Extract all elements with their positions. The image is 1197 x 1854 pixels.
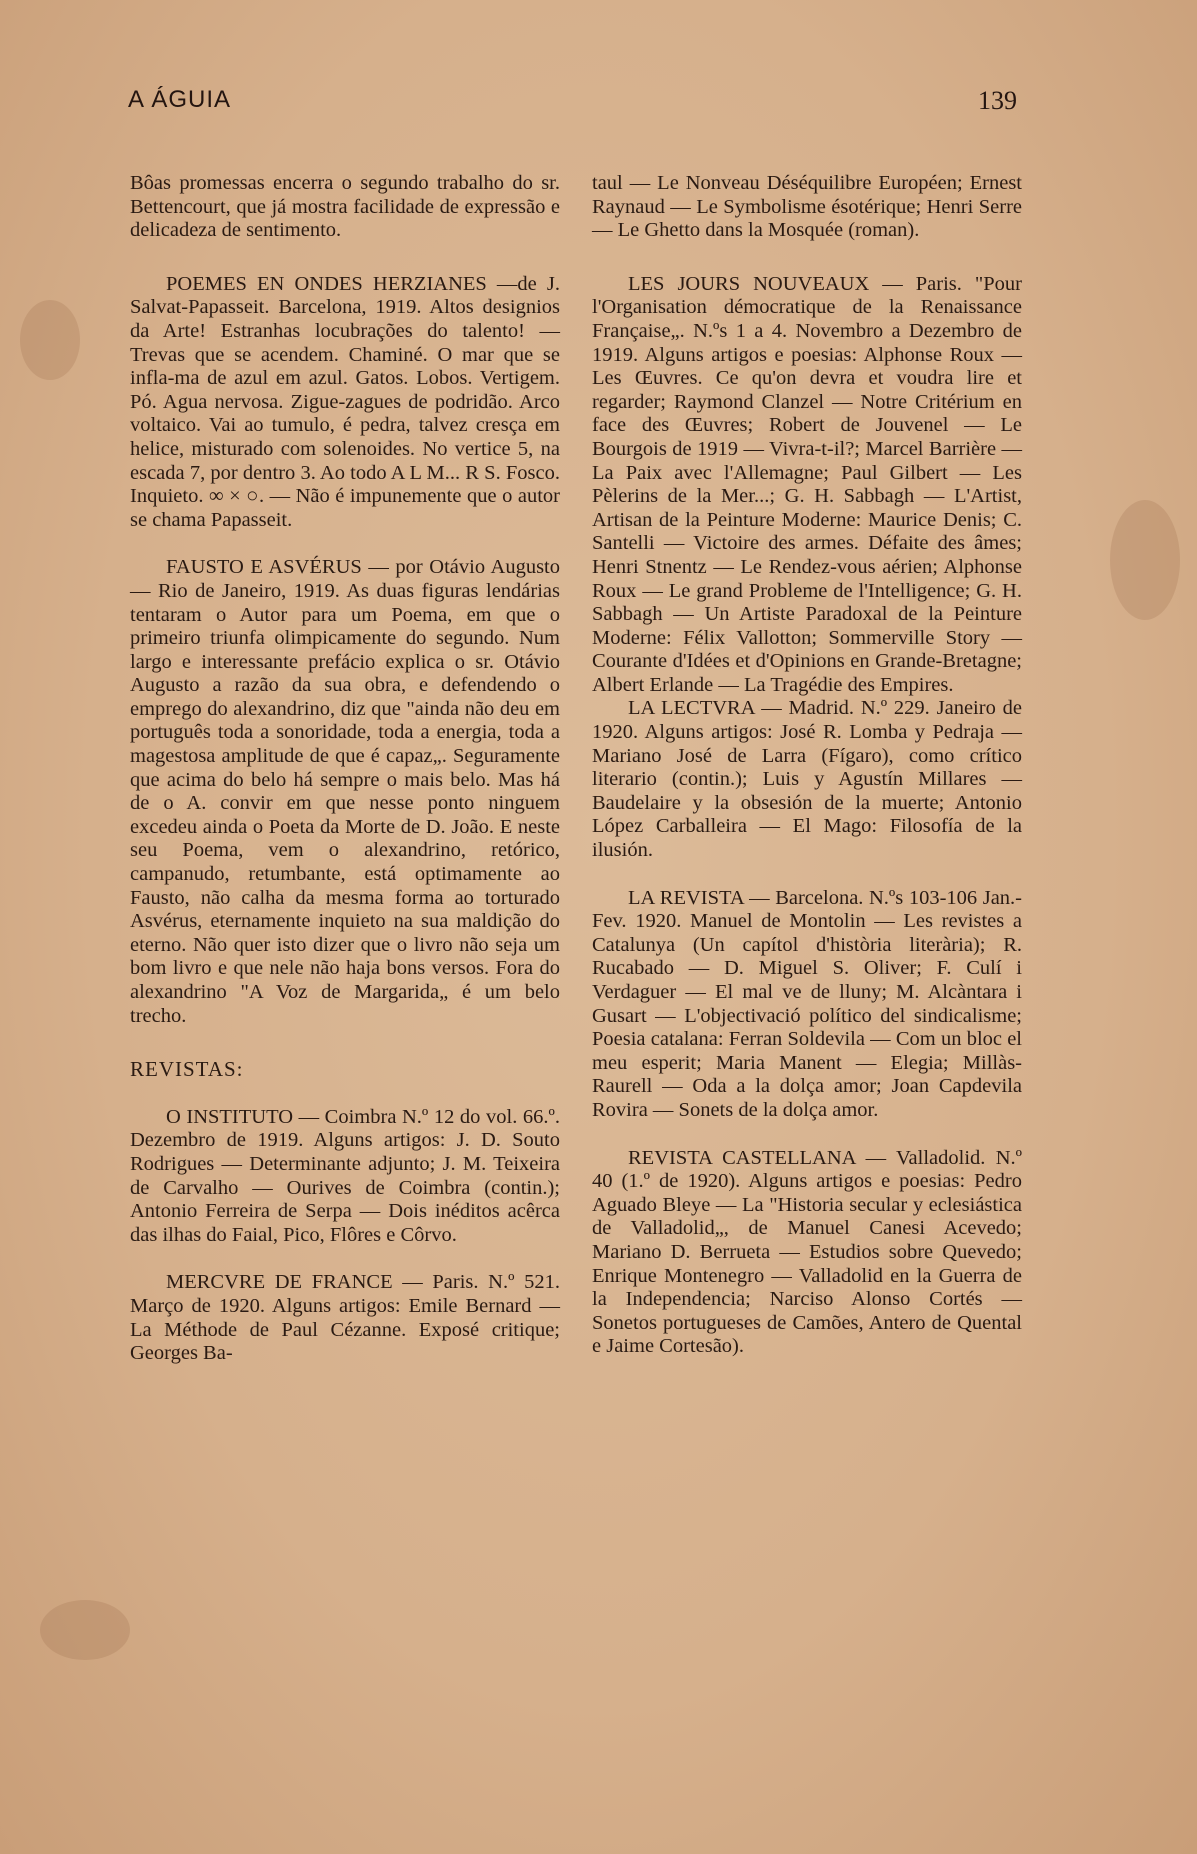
paper-stain [40,1600,130,1660]
review-la-lectvra: LA LECTVRA — Madrid. N.º 229. Janeiro de 1920. Alguns artigos: José R. Lomba y Pedraja — Mariano José de Larra (Fígaro), como crítico literario (contin.); Luis y Agustín Millares — Baudelaire y la obsesión de la muerte; Antonio López Carballeira — El Mago: Filosofía de la ilusión. [592,697,1022,862]
running-header [128,86,1017,120]
paragraph-continuation: taul — Le Nonveau Déséquilibre Européen; Ernest Raynaud — Le Symbolisme ésotérique; Henri Serre — Le Ghetto dans la Mosquée (roman). [592,172,1022,242]
journal-title: A ÁGUIA [128,86,232,113]
section-heading-revistas: REVISTAS: [130,1057,244,1082]
review-fausto-e-asverus: FAUSTO E ASVÉRUS — por Otávio Augusto — Rio de Janeiro, 1919. As duas figuras lendárias tentaram o Autor para um Poema, em que o primeiro triunfa olimpicamente do segundo. Num largo e interessante prefácio explica o sr. Otávio Augusto a razão da sua obra, e defendendo o emprego do alexandrino, diz que "ainda não deu em português toda a sonoridade, toda a energia, toda a magestosa amplitude de que é capaz„. Seguramente que acima do belo há sempre o mais belo. Mas há de o A. convir em que nesse ponto ninguem excedeu ainda o Poeta da Morte de D. João. E neste seu Poema, vem o alexandrino, retórico, campanudo, retumbante, está optimamente ao Fausto, não calha da mesma forma ao torturado Asvérus, eternamente inquieto na sua maldição do eterno. Não quer isto dizer que o livro não seja um bom livro e que nele não haja bons versos. Fora do alexandrino "A Voz de Margarida„ é um belo trecho. [130,556,560,1027]
paper-stain [20,300,80,380]
review-la-revista: LA REVISTA — Barcelona. N.ºs 103-106 Jan.-Fev. 1920. Manuel de Montolin — Les revistes a Catalunya (Un capítol d'història literària); R. Rucabado — D. Miguel S. Oliver; F. Culí i Verdaguer — El mal ve de lluny; M. Alcàntara i Gusart — L'objectivació político del sindicalisme; Poesia catalana: Ferran Soldevila — Com un bloc el meu esperit; Maria Manent — Elegia; Millàs-Raurell — Oda a la dolça amor; Joan Capdevila Rovira — Sonets de la dolça amor. [592,886,1022,1121]
right-column [592,172,1022,1359]
review-mercvre-de-france: MERCVRE DE FRANCE — Paris. N.º 521. Março de 1920. Alguns artigos: Emile Bernard — La Méthode de Paul Cézanne. Exposé critique; Georges Ba- [130,1271,560,1365]
page-number: 139 [978,86,1017,115]
paragraph-intro: Bôas promessas encerra o segundo trabalho do sr. Bettencourt, que já mostra facilidade de expressão e delicadeza de sentimento. [130,172,560,242]
review-poemes-en-ondes-herzianes: POEMES EN ONDES HERZIANES —de J. Salvat-Papasseit. Barcelona, 1919. Altos designios da Arte! Estranhas locubrações do talento! — Trevas que se acendem. Chaminé. O mar que se infla-ma de azul em azul. Gatos. Lobos. Vertigem. Pó. Agua nervosa. Zigue-zagues de podridão. Arco voltaico. Vai ao tumulo, é pedra, talvez cresça em helice, misturado com solenoides. No vertice 5, na escada 7, por dentro 3. Ao todo A L M... R S. Fosco. Inquieto. ∞ × ○. — Não é impunemente que o autor se chama Papasseit. [130,272,560,531]
review-revista-castellana: REVISTA CASTELLANA — Valladolid. N.º 40 (1.º de 1920). Alguns artigos e poesias: Pedro Aguado Bleye — La "Historia secular y eclesiástica de Valladolid„, de Manuel Canesi Acevedo; Mariano D. Berrueta — Estudios sobre Quevedo; Enrique Montenegro — Valladolid en la Guerra de la Independencia; Narciso Alonso Cortés — Sonetos portugueses de Camões, Antero de Quental e Jaime Cortesão). [592,1146,1022,1358]
paper-stain [1110,500,1180,620]
review-les-jours-nouveaux: LES JOURS NOUVEAUX — Paris. "Pour l'Organisation démocratique de la Renaissance Française„. N.ºs 1 a 4. Novembro a Dezembro de 1919. Alguns artigos e poesias: Alphonse Roux — Les Œuvres. Ce qu'on devra et voudra lire et regarder; Raymond Clanzel — Notre Critérium en face des Œuvres; Robert de Jouvenel — Le Bourgois de 1919 — Vivra-t-il?; Marcel Barrière — La Paix avec l'Allemagne; Paul Gilbert — Les Pèlerins de la Mer...; G. H. Sabbagh — L'Artist, Artisan de la Peinture Moderne: Maurice Denis; C. Santelli — Victoire des armes. Défaite des âmes; Henri Stnentz — Le Rendez-vous aérien; Alphonse Roux — Le grand Probleme de l'Intelligence; G. H. Sabbagh — Un Artiste Paradoxal de la Peinture Moderne: Félix Vallotton; Sommerville Story — Courante d'Idées et d'Opinions en Grande-Bretagne; Albert Erlande — La Tragédie des Empires. [592,272,1022,696]
review-o-instituto: O INSTITUTO — Coimbra N.º 12 do vol. 66.º. Dezembro de 1919. Alguns artigos: J. D. Souto Rodrigues — Determinante adjunto; J. M. Teixeira de Carvalho — Ourives de Coimbra (contin.); Antonio Ferreira de Serpa — Dois inéditos acêrca das ilhas do Faial, Pico, Flôres e Côrvo. [130,1105,560,1246]
left-column [130,172,560,1366]
